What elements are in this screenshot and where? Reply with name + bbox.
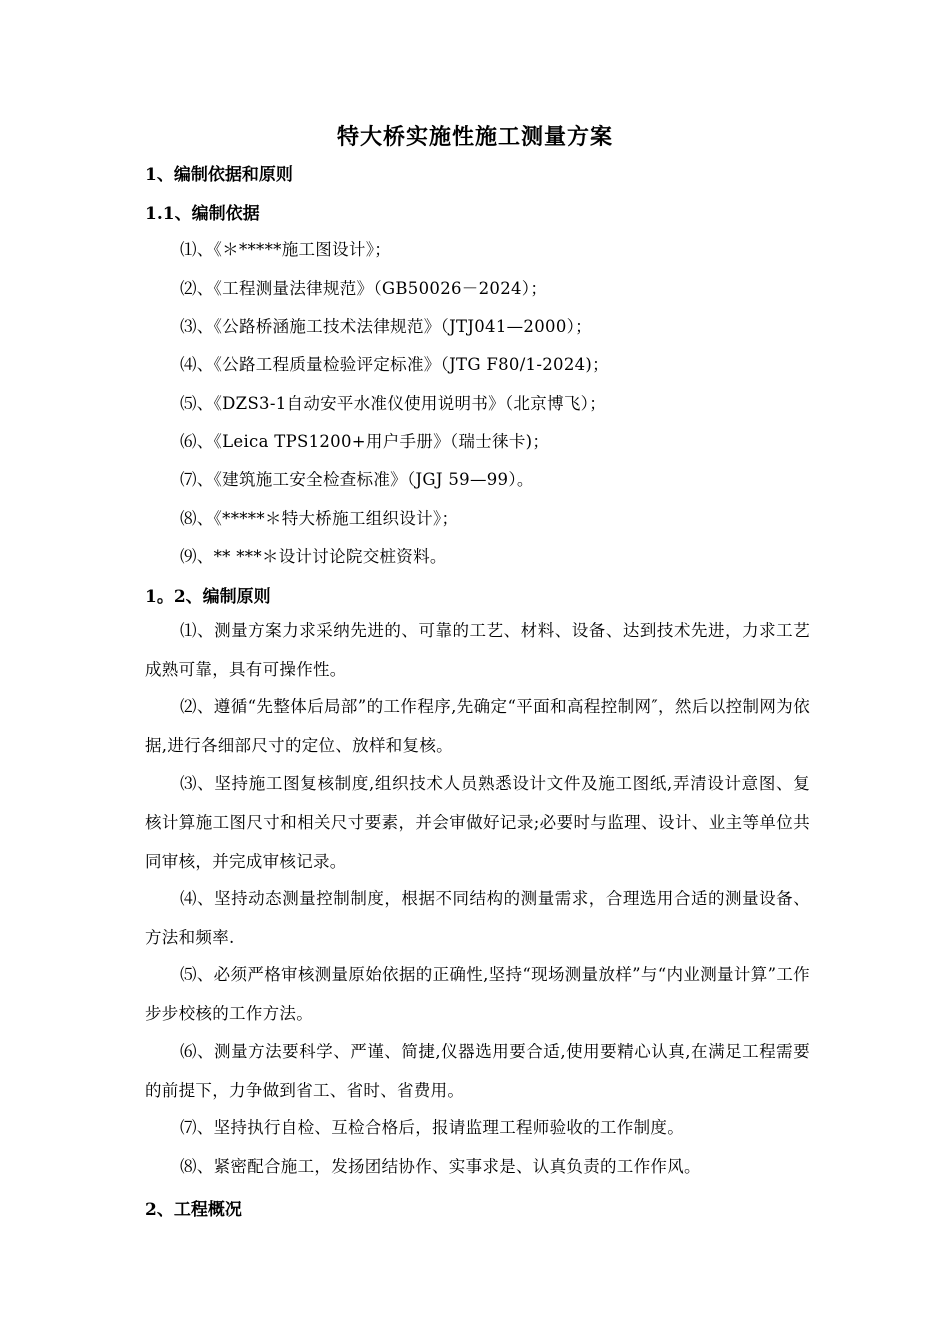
basis-item: ⑶、《公路桥涵施工技术法律规范》（JTJ041—2000）；: [180, 317, 592, 336]
section-heading-1-2: 1。2、编制原则: [145, 587, 271, 607]
principle-paragraph: ⑻、紧密配合施工，发扬团结协作、实事求是、认真负责的工作作风。: [180, 1157, 701, 1176]
basis-item: ⑸、《DZS3-1自动安平水准仪使用说明书》（北京博飞）；: [180, 394, 607, 413]
basis-item: ⑺、《建筑施工安全检查标准》（JGJ 59—99）。: [180, 470, 534, 489]
section-heading-1-1: 1.1、编制依据: [145, 204, 260, 224]
principle-paragraph: ⑵、遵循“先整体后局部”的工作程序,先确定“平面和高程控制网″，然后以控制网为依据,进行各细部尺寸的定位、放样和复核。: [145, 697, 810, 755]
principle-paragraph: ⑺、坚持执行自检、互检合格后，报请监理工程师验收的工作制度。: [180, 1118, 684, 1137]
basis-item: ⑼、** ***＊设计讨论院交桩资料。: [180, 547, 447, 566]
principle-paragraph: ⑹、测量方法要科学、严谨、简捷,仪器选用要合适,使用要精心认真,在满足工程需要的前提下，力争做到省工、省时、省费用。: [145, 1042, 810, 1100]
section-heading-2: 2、工程概况: [145, 1200, 242, 1220]
document-title: 特大桥实施性施工测量方案: [336, 124, 613, 150]
principle-paragraph: ⑶、坚持施工图复核制度,组织技术人员熟悉设计文件及施工图纸,弄清设计意图、复核计算施工图尺寸和相关尺寸要素，并会审做好记录;必要时与监理、设计、业主等单位共同审核，并完成审核记录。: [145, 774, 810, 871]
basis-item: ⑵、《工程测量法律规范》（GB50026－2024）；: [180, 279, 548, 298]
basis-item: ⑹、《Leica TPS1200+用户手册》（瑞士徕卡)；: [180, 432, 550, 451]
principle-paragraph: ⑸、必须严格审核测量原始依据的正确性,坚持“现场测量放样”与“内业测量计算”工作步步校核的工作方法。: [145, 965, 810, 1023]
principle-paragraph: ⑴、测量方案力求采纳先进的、可靠的工艺、材料、设备、达到技术先进，力求工艺成熟可靠，具有可操作性。: [145, 621, 810, 679]
basis-item: ⑴、《＊*****施工图设计》；: [180, 240, 392, 259]
basis-item: ⑻、《*****＊特大桥施工组织设计》；: [180, 509, 459, 528]
principle-paragraph: ⑷、坚持动态测量控制制度，根据不同结构的测量需求，合理选用合适的测量设备、方法和频率.: [145, 889, 810, 947]
section-heading-1: 1、编制依据和原则: [145, 165, 293, 185]
basis-item: ⑷、《公路工程质量检验评定标准》（JTG F80/1-2024)；: [180, 355, 609, 374]
